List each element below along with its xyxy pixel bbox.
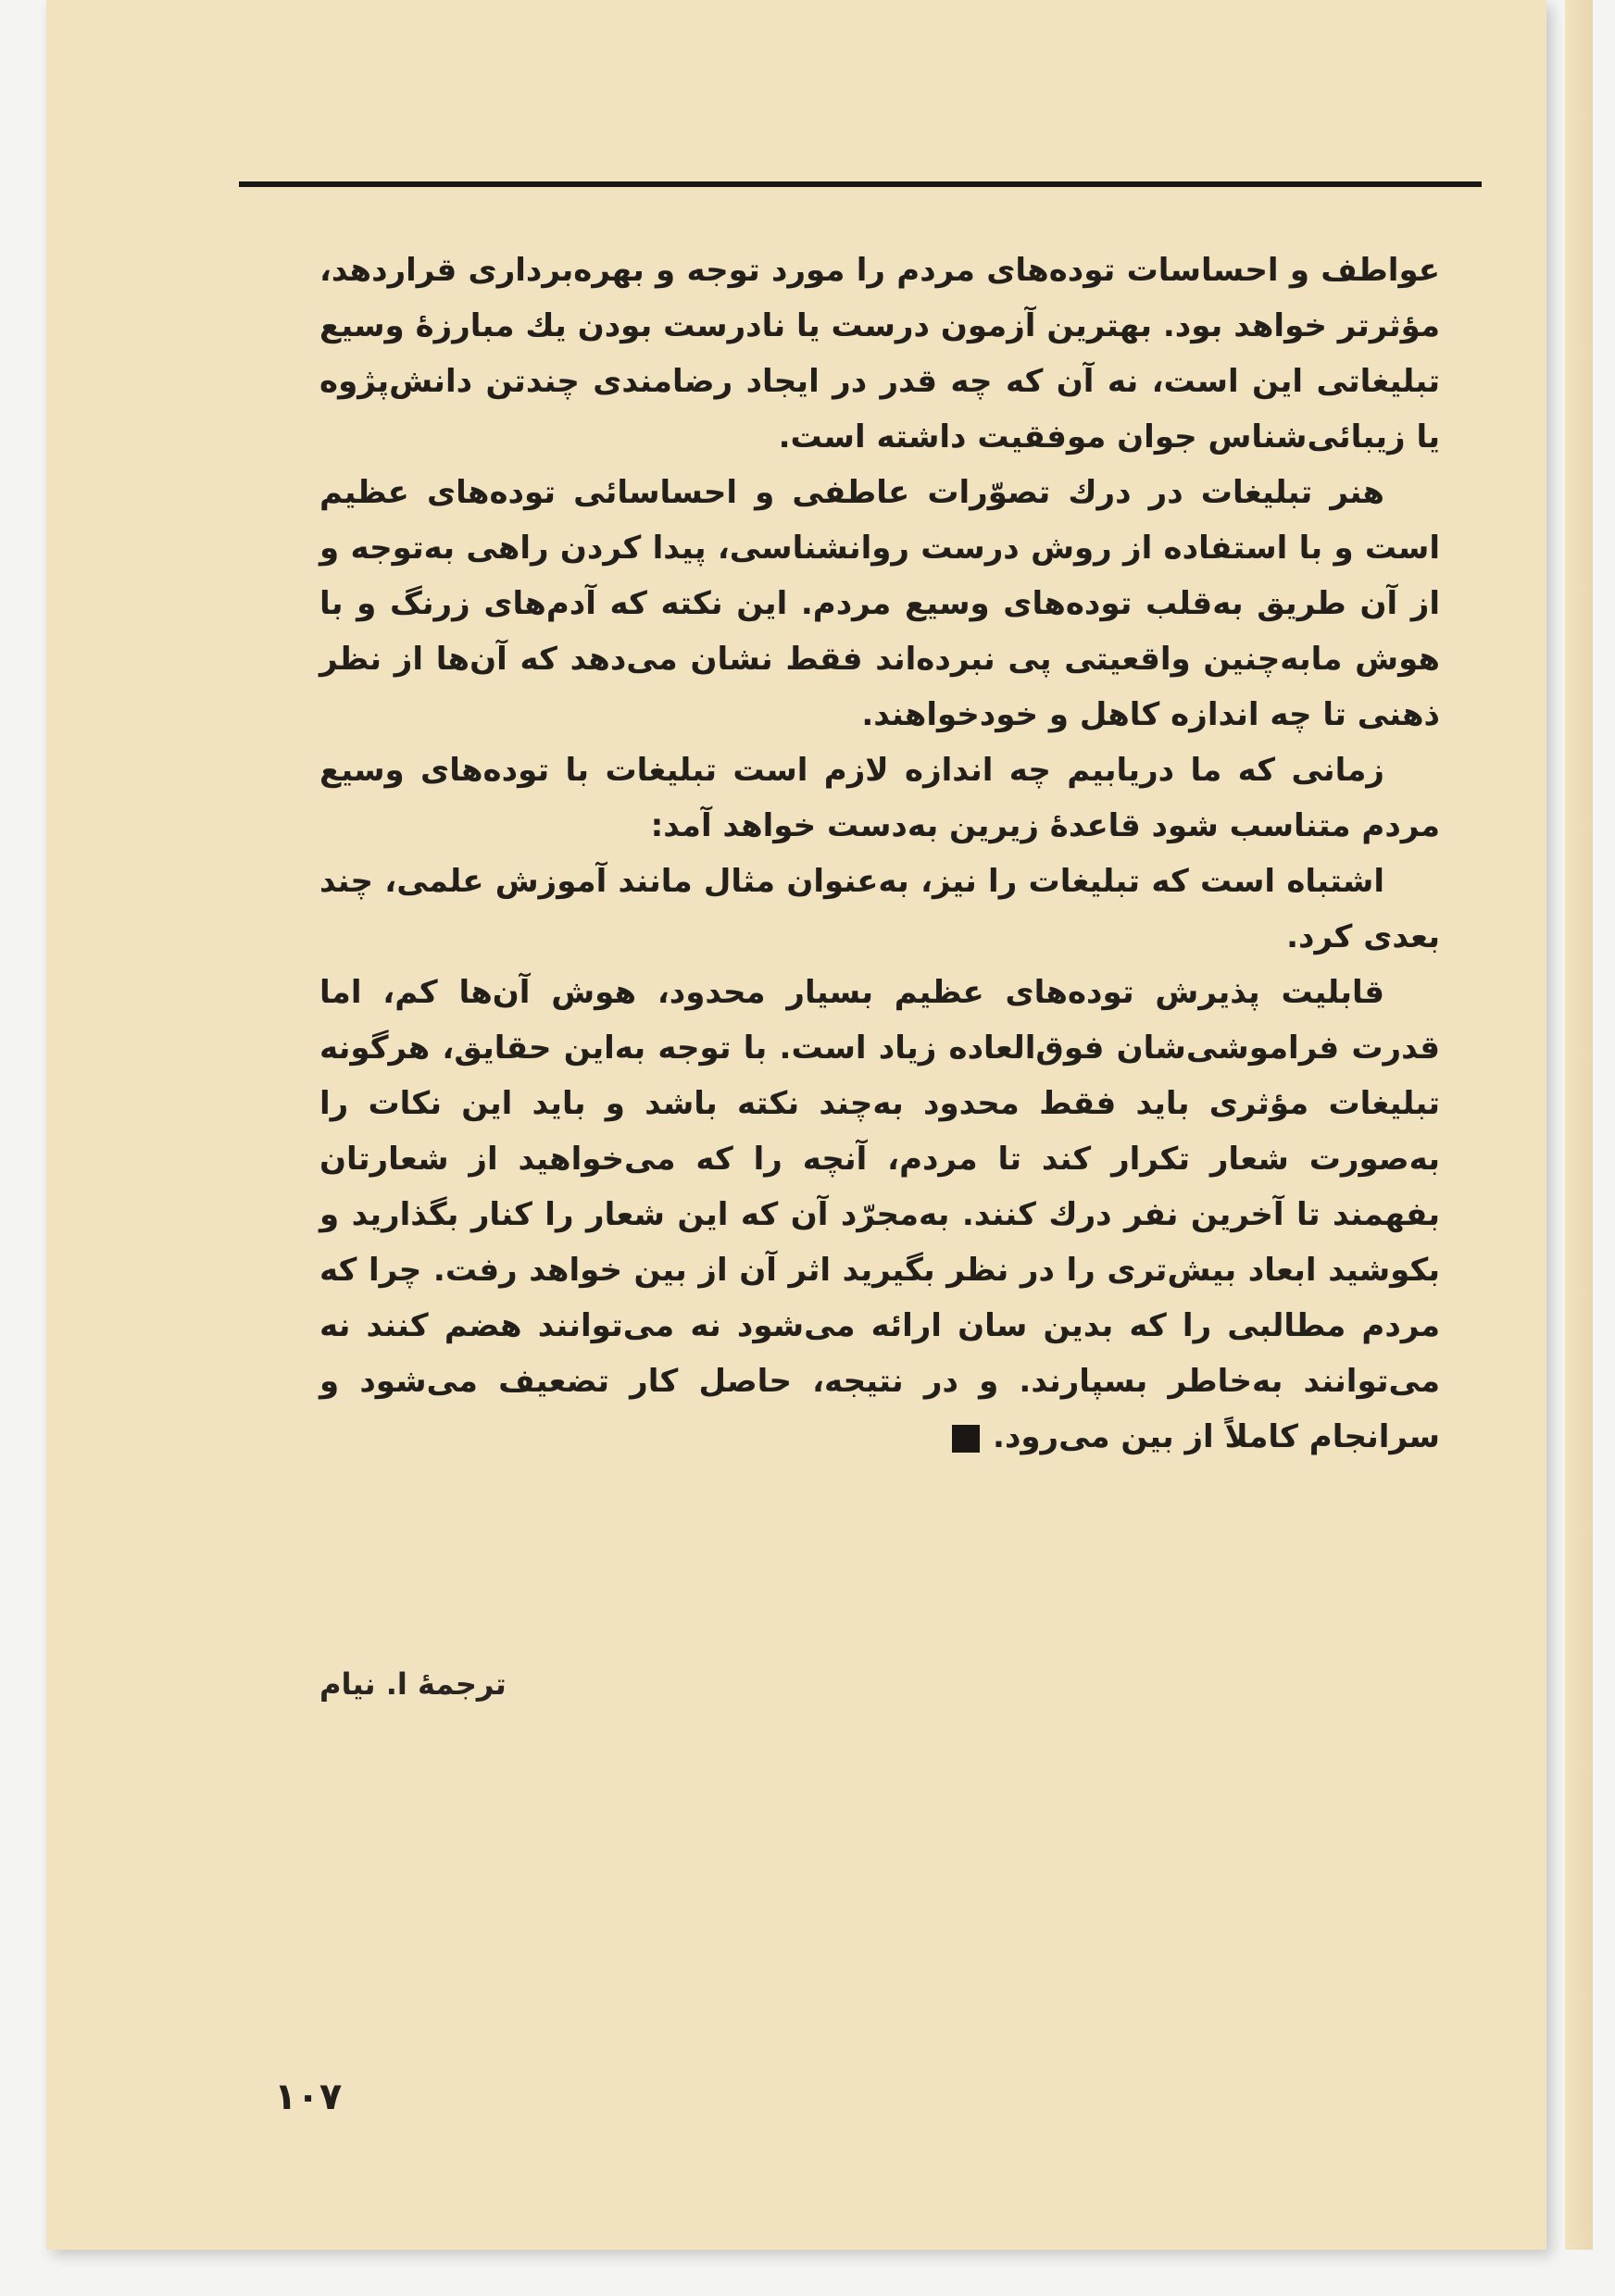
paragraph-2: هنر تبلیغات در درك تصوّرات عاطفی و احساسائی توده‌های عظیم است و با استفاده از روش درست روانشناسی، پیدا کردن راهی به‌توجه و از آن طریق به‌قلب توده‌های وسیع مردم. این نکته که آدم‌های زرنگ و با هوش مابه‌چنین واقعیتی پی نبرده‌اند فقط نشان می‌دهد که آن‌ها از نظر ذهنی تا چه اندازه کاهل و خودخواهند. <box>319 474 1440 733</box>
paragraph-4: اشتباه است که تبلیغات را نیز، به‌عنوان مثال مانند آموزش علمی، چند بعدی کرد. <box>319 863 1440 955</box>
paragraph-5 <box>319 965 1440 1465</box>
paragraph-5-text: قابلیت پذیرش توده‌های عظیم بسیار محدود، هوش آن‌ها کم، اما قدرت فراموشی‌شان فوق‌العاده زیاد است. با توجه به‌این حقایق، هرگونه تبلیغات مؤثری باید فقط محدود به‌چند نکته باشد و باید این نکات را به‌صورت شعار تکرار کند تا مردم، آنچه را که می‌خواهید از شعارتان بفهمند تا آخرین نفر درك کنند. به‌مجرّد آن که این شعار را کنار بگذارید و بکوشید ابعاد بیش‌تری را در نظر بگیرید اثر آن از بین خواهد رفت. چرا که مردم مطالبی را که بدین سان ارائه می‌شود نه می‌توانند هضم کنند نه می‌توانند به‌خاطر بسپارند. و در نتیجه، حاصل کار تضعیف می‌شود و سرانجام کاملاً از بین می‌رود. <box>319 974 1440 1455</box>
paragraph-3: زمانی که ما دریابیم چه اندازه لازم است تبلیغات با توده‌های وسیع مردم متناسب شود قاعدهٔ زیرین به‌دست خواهد آمد: <box>319 752 1440 844</box>
page-edge <box>1565 0 1593 2250</box>
header-rule <box>239 181 1482 187</box>
end-of-article-mark <box>952 1425 980 1453</box>
translator-credit: ترجمهٔ ا. نیام <box>319 1666 507 1702</box>
article-body <box>319 243 1440 1465</box>
page-number: ۱۰۷ <box>274 2076 343 2118</box>
paragraph-1: عواطف و احساسات توده‌های مردم را مورد توجه و بهره‌برداری قراردهد، مؤثرتر خواهد بود. بهترین آزمون درست یا نادرست بودن یك مبارزهٔ وسیع تبلیغاتی این است، نه آن که چه قدر در ایجاد رضامندی چندتن دانش‌پژوه یا زیبائی‌شناس جوان موفقیت داشته است. <box>319 252 1440 455</box>
